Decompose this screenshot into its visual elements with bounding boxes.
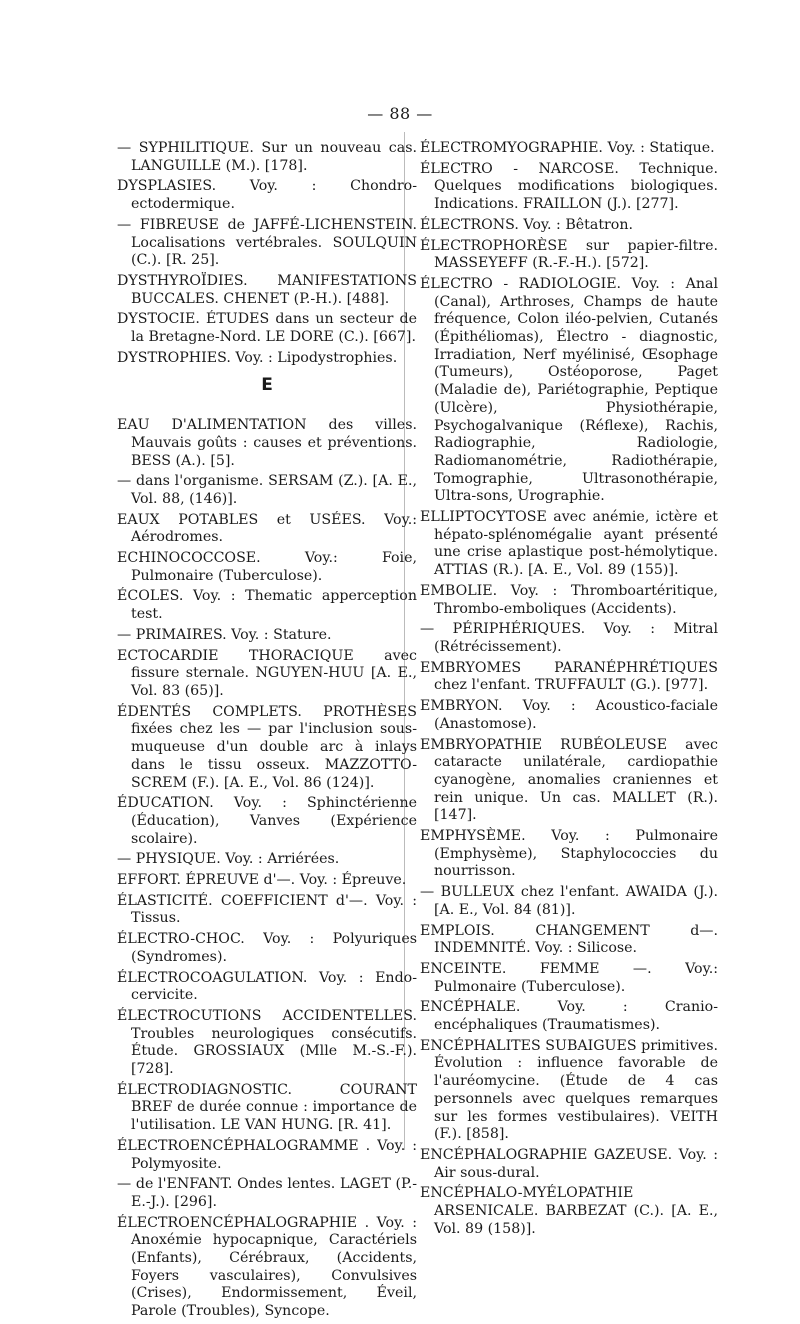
index-entry: ENCEINTE. FEMME —. Voy.: Pulmonaire (Tuberculose). [420, 960, 718, 995]
right-column [420, 140, 718, 1241]
index-entry: — PÉRIPHÉRIQUES. Voy. : Mitral (Rétrécissement). [420, 621, 718, 655]
index-entry: ENCÉPHALO-MYÉLOPATHIE ARSENICALE. BARBEZAT (C.). [A. E., Vol. 89 (158)]. [420, 1185, 718, 1237]
index-entry: EFFORT. ÉPREUVE d'—. Voy. : Épreuve. [117, 872, 407, 889]
index-entry: ÉLECTROPHORÈSE sur papier-filtre. MASSEYEFF (R.-F.-H.). [572]. [420, 237, 718, 272]
index-entry: ELLIPTOCYTOSE avec anémie, ictère et hépato-splénomégalie ayant présenté une crise aplastique post-hémolytique. ATTIAS (R.). [A. E., Vol. 89 (155)]. [420, 509, 718, 579]
index-entry: ENCÉPHALE. Voy. : Cranio-encéphaliques (Traumatismes). [420, 999, 718, 1034]
index-entry: ÉLECTRO - RADIOLOGIE. Voy. : Anal (Canal), Arthroses, Champs de haute fréquence, Colon iléo-pelvien, Cutanés (Épithéliomas), Électro - diagnostic, Irradiation, Nerf myélinisé, Œsophage (Tumeurs), Ostéoporose, Paget (Maladie de), Pariétographie, Peptique (Ulcère), Physiothérapie, Psychogalvanique (Réflexe), Rachis, Radiographie, Radiologie, Radiomanométrie, Radiothérapie, Tomographie, Ultrasonothérapie, Ultra-sons, Urographie. [420, 275, 718, 505]
index-entry: ÉLECTROCOAGULATION. Voy. : Endo-cervicite. [117, 969, 417, 1004]
page-number: — 88 — [367, 104, 433, 123]
index-entry: — PHYSIQUE. Voy. : Arriérées. [117, 851, 340, 868]
index-entry: DYSPLASIES. Voy. : Chondro-ectodermique. [117, 178, 417, 213]
left-column [117, 140, 417, 1324]
index-entry: EMBRYON. Voy. : Acoustico-faciale (Anastomose). [420, 698, 718, 732]
index-entry: ÉDUCATION. Voy. : Sphinctérienne (Éducation), Vanves (Expérience scolaire). [117, 795, 417, 847]
index-entry: ÉLECTROMYOGRAPHIE. Voy. : Statique. [420, 140, 715, 156]
index-entry: — BULLEUX chez l'enfant. AWAIDA (J.). [A. E., Vol. 84 (81)]. [420, 884, 718, 918]
index-entry: ECTOCARDIE THORACIQUE avec fissure sternale. NGUYEN-HUU [A. E., Vol. 83 (65)]. [117, 647, 417, 699]
index-entry: EMBRYOMES PARANÉPHRÉTIQUES chez l'enfant. TRUFFAULT (G.). [977]. [420, 659, 718, 694]
index-entry: ÉLECTROCUTIONS ACCIDENTELLES. Troubles neurologiques consécutifs. Étude. GROSSIAUX (Mlle M.-S.-F.). [728]. [117, 1007, 417, 1078]
index-entry: ÉLASTICITÉ. COEFFICIENT d'—. Voy. : Tissus. [117, 892, 417, 927]
index-entry: — de l'ENFANT. Ondes lentes. LAGET (P.-E.-J.). [296]. [117, 1176, 417, 1210]
index-entry: EMBRYOPATHIE RUBÉOLEUSE avec cataracte unilatérale, cardiopathie cyanogène, anomalies craniennes et rein unique. Un cas. MALLET (R.). [147]. [420, 736, 718, 824]
index-entry: ENCÉPHALOGRAPHIE GAZEUSE. Voy. : Air sous-dural. [420, 1146, 718, 1181]
index-entry: — PRIMAIRES. Voy. : Stature. [117, 626, 332, 643]
section-letter: E [261, 375, 273, 396]
index-entry: ÉLECTROENCÉPHALOGRAPHIE . Voy. : Anoxémie hypocapnique, Caractériels (Enfants), Cérébraux, (Accidents, Foyers vasculaires), Convulsives (Crises), Endormissement, Éveil, Parole (Troubles), Syncope. [117, 1214, 417, 1320]
index-entry: — FIBREUSE de JAFFÉ-LICHENSTEIN. Localisations vertébrales. SOULQUIN (C.). [R. 25]. [117, 216, 417, 269]
index-entry: EMPLOIS. CHANGEMENT d—. INDEMNITÉ. Voy. : Silicose. [420, 922, 718, 957]
index-entry: DYSTHYROÏDIES. MANIFESTATIONS BUCCALES. CHENET (P.-H.). [488]. [117, 272, 417, 307]
index-entry: ECHINOCOCCOSE. Voy.: Foie, Pulmonaire (Tuberculose). [117, 550, 417, 584]
index-entry: DYSTOCIE. ÉTUDES dans un secteur de la Bretagne-Nord. LE DORE (C.). [667]. [117, 311, 417, 346]
index-entry: ÉLECTRODIAGNOSTIC. COURANT BREF de durée connue : importance de l'utilisation. LE VAN HUNG. [R. 41]. [117, 1081, 417, 1134]
index-entry: ÉLECTROENCÉPHALOGRAMME . Voy. : Polymyosite. [117, 1137, 417, 1172]
index-entry: EMBOLIE. Voy. : Thromboartéritique, Thrombo-emboliques (Accidents). [420, 582, 718, 617]
index-entry: ÉLECTRONS. Voy. : Bêtatron. [420, 216, 633, 233]
index-entry: ÉDENTÉS COMPLETS. PROTHÈSES fixées chez les — par l'inclusion sous-muqueuse d'un double arc à inlays dans le tissu osseux. MAZZOTTO-SCREM (F.). [A. E., Vol. 86 (124)]. [117, 703, 417, 791]
index-entry: EMPHYSÈME. Voy. : Pulmonaire (Emphysème), Staphylococcies du nourrisson. [420, 828, 718, 880]
index-entry: ÉCOLES. Voy. : Thematic apperception test. [117, 588, 417, 623]
index-entry: DYSTROPHIES. Voy. : Lipodystrophies. [117, 349, 398, 366]
index-entry: ÉLECTRO - NARCOSE. Technique. Quelques modifications biologiques. Indications. FRAILLON (J.). [277]. [420, 160, 718, 213]
index-entry: EAUX POTABLES et USÉES. Voy.: Aérodromes. [117, 511, 417, 546]
index-entry: ENCÉPHALITES SUBAIGUES primitives. Évolution : influence favorable de l'auréomycine. (Étude de 4 cas personnels avec quelques remarques sur les formes vestibulaires). VEITH (F.). [858]. [420, 1037, 718, 1143]
index-entry: EAU D'ALIMENTATION des villes. Mauvais goûts : causes et préventions. BESS (A.). [5]. [117, 417, 417, 469]
index-entry: — dans l'organisme. SERSAM (Z.). [A. E., Vol. 88, (146)]. [117, 473, 417, 507]
index-entry: ÉLECTRO-CHOC. Voy. : Polyuriques (Syndromes). [117, 931, 417, 965]
index-entry: — SYPHILITIQUE. Sur un nouveau cas. LANGUILLE (M.). [178]. [117, 140, 417, 174]
